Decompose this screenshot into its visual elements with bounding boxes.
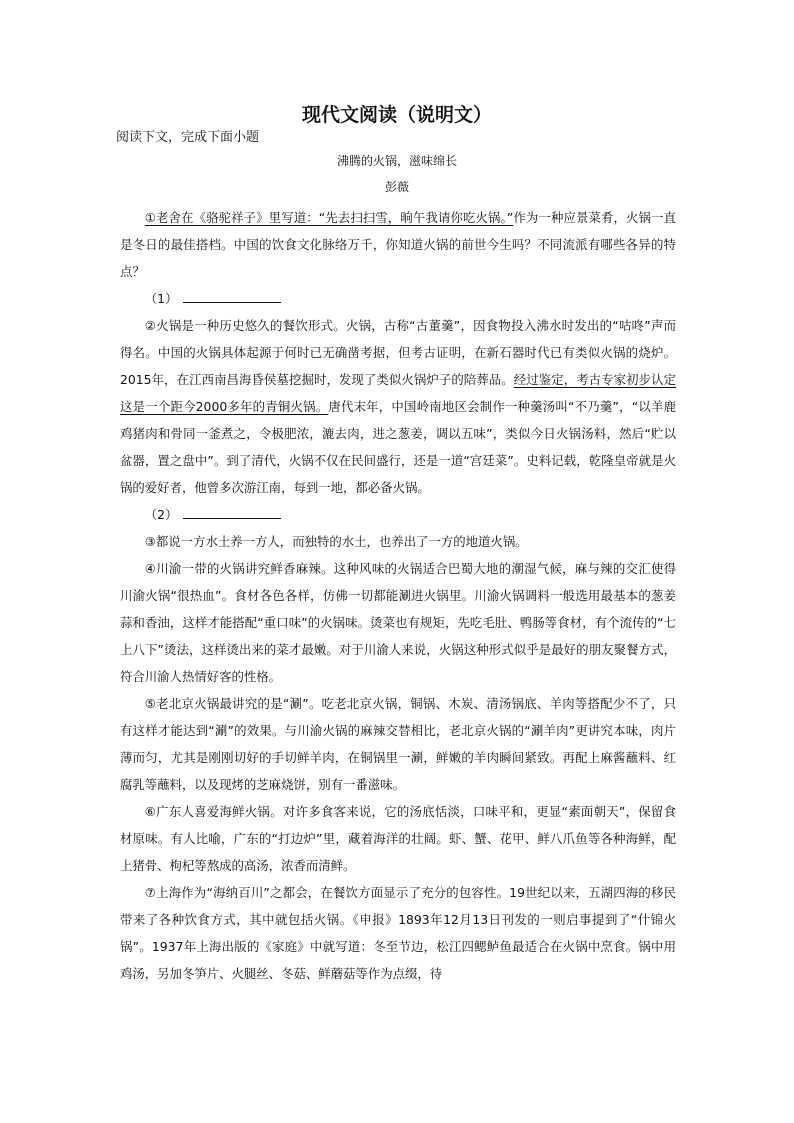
article-body	[120, 204, 676, 987]
paragraph-text: ②火锅是一种历史悠久的餐饮形式。火锅，古称“古董羹”，因食物投入沸水时发出的“咕咚”声而得名。中国的火锅具体起源于何时已无确凿考据，但考古证明，在新石器时代已有类似火锅的烧炉。2015年，在江西南昌海昏侯墓挖掘时，发现了类似火锅炉子的陪葬品。	[120, 318, 676, 387]
instruction-text: 阅读下文，完成下面小题	[116, 130, 260, 145]
underlined-sentence: ①老舍在《骆驼祥子》里写道：“先去扫扫雪，晌午我请你吃火锅。”	[144, 210, 514, 225]
paragraph-6: ⑥广东人喜爱海鲜火锅。对许多食客来说，它的汤底恬淡，口味平和，更显“素面朝天”，保留食材原味。有人比喻，广东的“打边炉”里，藏着海洋的壮阔。虾、蟹、花甲、鲜八爪鱼等各种海鲜，配上猪骨、枸杞等熬成的高汤，浓香而清鲜。	[120, 804, 676, 873]
article-title: 沸腾的火锅，滋味绵长	[336, 154, 457, 168]
answer-blank-2	[120, 501, 676, 528]
answer-line[interactable]	[183, 506, 281, 519]
paragraph-5: ⑤老北京火锅最讲究的是“涮”。吃老北京火锅，铜锅、木炭、清汤锅底、羊肉等搭配少不了，只有这样才能达到“涮”的效果。与川渝火锅的麻辣交替相比，老北京火锅的“涮羊肉”更讲究本味，肉片薄而匀，尤其是刚刚切好的手切鲜羊肉，在铜锅里一涮，鲜嫩的羊肉瞬间紧致。再配上麻酱蘸料、红腐乳等蘸料，以及现烤的芝麻烧饼，别有一番滋味。	[120, 696, 676, 792]
underlined-sentence: 经过鉴定，考古专家初步认定这是一个距今2000多年的青铜火锅。	[120, 372, 677, 414]
paragraph-3: ③都说一方水土养一方人，而独特的水土，也养出了一方的地道火锅。	[144, 534, 528, 549]
paragraph-4: ④川渝一带的火锅讲究鲜香麻辣。这种风味的火锅适合巴蜀大地的潮湿气候，麻与辣的交汇使得川渝火锅“很热血”。食材各色各样，仿佛一切都能涮进火锅里。川渝火锅调料一般选用最基本的葱姜蒜和香油，这样才能搭配“重口味”的火锅味。烫菜也有规矩，先吃毛肚、鸭肠等食材，有个流传的“七上八下”烫法，这样烫出来的菜才最嫩。对于川渝人来说，火锅这种形式似乎是最好的朋友聚餐方式，符合川渝人热情好客的性格。	[120, 561, 676, 684]
paragraph-2	[120, 312, 676, 501]
blank-label: （1）	[144, 291, 178, 306]
paragraph-1	[120, 204, 676, 285]
answer-blank-1	[120, 285, 676, 312]
answer-line[interactable]	[183, 290, 281, 303]
page-title: 现代文阅读（说明文）	[301, 104, 492, 126]
blank-label: （2）	[144, 507, 178, 522]
article-author: 彭薇	[384, 180, 409, 194]
paragraph-text: 唐代末年，中国岭南地区会制作一种羹汤叫“不乃羹”，“以羊鹿鸡猪肉和骨同一釜煮之，令极肥浓，漉去肉，进之葱姜，调以五味”，类似今日火锅汤料，然后“贮以盆器，置之盘中”。到了清代，火锅不仅在民间盛行，还是一道“宫廷菜”。史料记载，乾隆皇帝就是火锅的爱好者，他曾多次游江南，每到一地，都必备火锅。	[120, 399, 676, 495]
paragraph-7: ⑦上海作为“海纳百川”之都会，在餐饮方面显示了充分的包容性。19世纪以来，五湖四海的移民带来了各种饮食方式，其中就包括火锅。《申报》1893年12月13日刊发的一则启事提到了“什锦火锅”。1937年上海出版的《家庭》中就写道：冬至节边，松江四鳃鲈鱼最适合在火锅中烹食。锅中用鸡汤，另加冬笋片、火腿丝、冬菇、鲜蘑菇等作为点缀，待	[120, 885, 676, 981]
paragraph-text: 作为一种应景菜肴，火锅一直是冬日的最佳搭档。中国的饮食文化脉络万千，你知道火锅的前世今生吗？不同流派有哪些各异的特点？	[120, 210, 677, 279]
